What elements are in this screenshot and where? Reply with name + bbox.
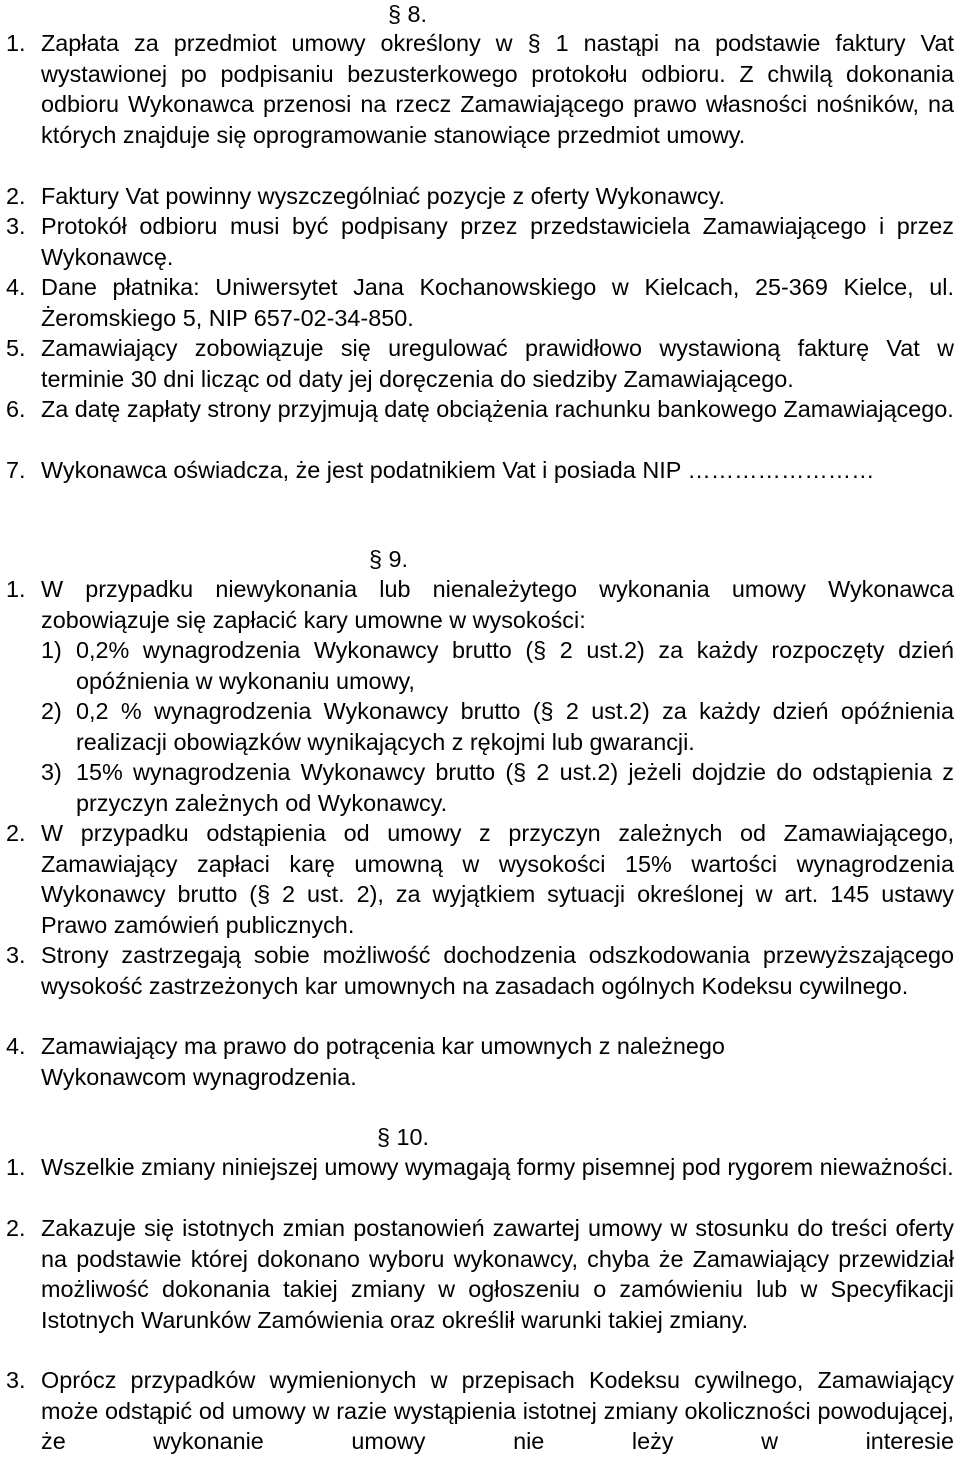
- paragraph-text: Protokół odbioru musi być podpisany przez przedstawiciela Zamawiającego i przez Wykonawcę.: [41, 213, 954, 270]
- paragraph-number: 2.: [6, 183, 26, 209]
- paragraph-text: W przypadku odstąpienia od umowy z przyczyn zależnych od Zamawiającego, Zamawiający zapłaci karę umowną w wysokości 15% wartości wynagrodzenia Wykonawcy brutto (§ 2 ust. 2), za wyjątkiem sytuacji określonej w art. 145 ustawy Prawo zamówień publicznych.: [41, 820, 954, 938]
- subitem-9-1-2: [41, 696, 954, 757]
- paragraph-8-2: [6, 181, 954, 212]
- paragraph-number: 7.: [6, 457, 26, 483]
- paragraph-number: 2.: [6, 820, 26, 846]
- paragraph-number: 6.: [6, 396, 26, 422]
- section-heading-10: § 10.: [377, 1124, 430, 1150]
- paragraph-9-3: [6, 940, 954, 1001]
- paragraph-9-4: [6, 1031, 826, 1092]
- paragraph-number: 2.: [6, 1215, 26, 1241]
- paragraph-text: Wykonawca oświadcza, że jest podatnikiem Vat i posiada NIP ……………………: [41, 457, 875, 483]
- subitem-9-1-3: [41, 757, 954, 818]
- paragraph-number: 3.: [6, 942, 26, 968]
- subitem-number: 2): [41, 698, 62, 724]
- paragraph-8-6: [6, 394, 954, 425]
- paragraph-text: Za datę zapłaty strony przyjmują datę obciążenia rachunku bankowego Zamawiającego.: [41, 396, 954, 422]
- paragraph-text: Zamawiający ma prawo do potrącenia kar umownych z należnego Wykonawcom wynagrodzenia.: [41, 1033, 725, 1090]
- subitem-number: 3): [41, 759, 62, 785]
- paragraph-text: Wszelkie zmiany niniejszej umowy wymagają formy pisemnej pod rygorem nieważności.: [41, 1154, 954, 1180]
- paragraph-9-1: [6, 574, 954, 635]
- paragraph-text: Strony zastrzegają sobie możliwość dochodzenia odszkodowania przewyższającego wysokość zastrzeżonych kar umownych na zasadach ogólnych Kodeksu cywilnego.: [41, 942, 954, 999]
- paragraph-text: W przypadku niewykonania lub nienależytego wykonania umowy Wykonawca zobowiązuje się zapłacić kary umowne w wysokości:: [41, 576, 954, 633]
- paragraph-text: Oprócz przypadków wymienionych w przepisach Kodeksu cywilnego, Zamawiający może odstąpić od umowy w razie wystąpienia istotnej zmiany okoliczności powodującej, że wykonanie umowy nie leży w interesie: [41, 1367, 954, 1454]
- paragraph-10-2: [6, 1213, 954, 1335]
- paragraph-8-3: [6, 211, 954, 272]
- paragraph-number: 1.: [6, 30, 26, 56]
- paragraph-number: 5.: [6, 335, 26, 361]
- paragraph-text: Zakazuje się istotnych zmian postanowień zawartej umowy w stosunku do treści oferty na podstawie której dokonano wyboru wykonawcy, chyba że Zamawiający przewidział możliwość dokonania takiej zmiany w ogłoszeniu o zamówieniu lub w Specyfikacji Istotnych Warunków Zamówienia oraz określił warunki takiej zmiany.: [41, 1215, 954, 1333]
- subitem-text: 15% wynagrodzenia Wykonawcy brutto (§ 2 ust.2) jeżeli dojdzie do odstąpienia z przyczyn zależnych od Wykonawcy.: [76, 759, 954, 816]
- paragraph-number: 1.: [6, 1154, 26, 1180]
- subitem-9-1-1: [41, 635, 954, 696]
- paragraph-9-2: [6, 818, 954, 940]
- paragraph-10-1: [6, 1152, 954, 1183]
- paragraph-number: 4.: [6, 274, 26, 300]
- paragraph-8-7: [6, 455, 954, 486]
- paragraph-text: Faktury Vat powinny wyszczególniać pozycje z oferty Wykonawcy.: [41, 183, 726, 209]
- paragraph-text: Zamawiający zobowiązuje się uregulować prawidłowo wystawioną fakturę Vat w terminie 30 dni licząc od daty jej doręczenia do siedziby Zamawiającego.: [41, 335, 954, 392]
- paragraph-text: Dane płatnika: Uniwersytet Jana Kochanowskiego w Kielcach, 25-369 Kielce, ul. Żeromskiego 5, NIP 657-02-34-850.: [41, 274, 954, 331]
- paragraph-8-5: [6, 333, 954, 394]
- subitem-text: 0,2% wynagrodzenia Wykonawcy brutto (§ 2 ust.2) za każdy rozpoczęty dzień opóźnienia w wykonaniu umowy,: [76, 637, 954, 694]
- paragraph-number: 3.: [6, 213, 26, 239]
- paragraph-10-3: [6, 1365, 954, 1457]
- subitem-text: 0,2 % wynagrodzenia Wykonawcy brutto (§ 2 ust.2) za każdy dzień opóźnienia realizacji obowiązków wynikających z rękojmi lub gwarancji.: [76, 698, 954, 755]
- paragraph-8-1: [6, 28, 954, 150]
- subitem-number: 1): [41, 637, 62, 663]
- paragraph-8-4: [6, 272, 954, 333]
- section-heading-8: § 8.: [388, 1, 428, 27]
- paragraph-text: Zapłata za przedmiot umowy określony w § 1 nastąpi na podstawie faktury Vat wystawionej po podpisaniu bezusterkowego protokołu odbioru. Z chwilą dokonania odbioru Wykonawca przenosi na rzecz Zamawiającego prawo własności nośników, na których znajduje się oprogramowanie stanowiące przedmiot umowy.: [41, 30, 954, 148]
- paragraph-number: 3.: [6, 1367, 26, 1393]
- section-heading-9: § 9.: [369, 546, 409, 572]
- paragraph-number: 4.: [6, 1033, 26, 1059]
- paragraph-number: 1.: [6, 576, 26, 602]
